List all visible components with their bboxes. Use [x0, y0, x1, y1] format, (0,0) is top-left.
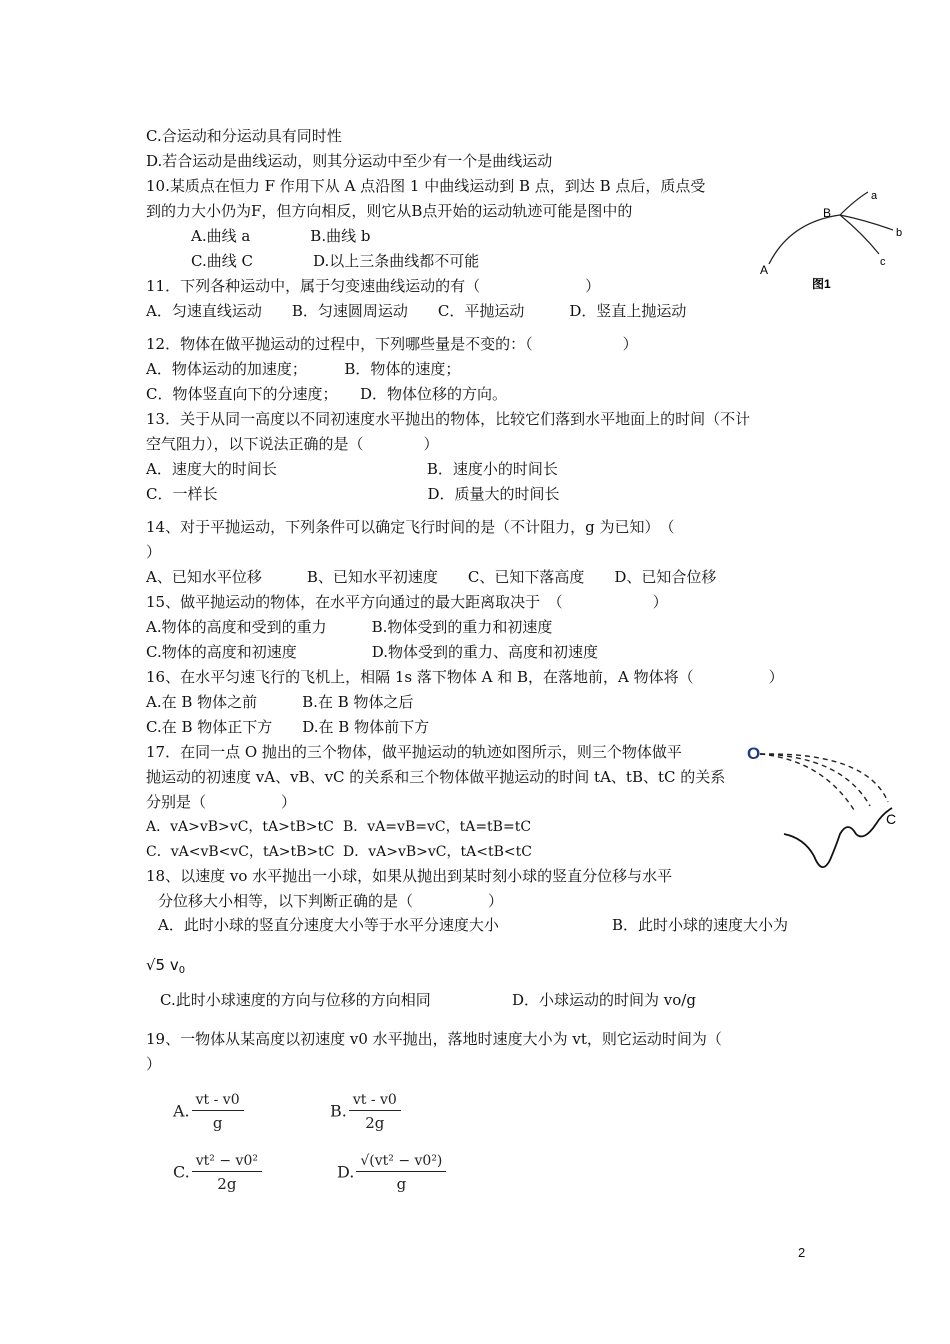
option-line: A.曲线 a B.曲线 b	[191, 227, 371, 245]
sqrt-expression: √5 $v_0$	[146, 956, 186, 976]
label-point-b: B	[823, 206, 832, 220]
option-line: C．物体竖直向下的分速度； D．物体位移的方向。	[146, 385, 508, 403]
label-b: b	[896, 227, 903, 239]
ground-line	[784, 808, 892, 867]
label-a: a	[871, 190, 878, 202]
text-line: ）	[146, 1055, 162, 1073]
text-line: 抛运动的初速度 vA、vB、vC 的关系和三个物体做平抛运动的时间 tA、tB、tC 的关系	[146, 768, 726, 786]
label-origin: O	[747, 744, 761, 763]
text-line: C.合运动和分运动具有同时性	[146, 127, 342, 145]
option-line: A．匀速直线运动 B．匀速圆周运动 C．平抛运动 D．竖直上抛运动	[146, 302, 687, 320]
option-line: C.在 B 物体正下方 D.在 B 物体前下方	[146, 718, 430, 736]
question-19: 19、一物体从某高度以初速度 v0 水平抛出，落地时速度大小为 vt，则它运动时间为（	[146, 1030, 722, 1048]
page-number: 2	[798, 1245, 806, 1260]
question-16: 16、在水平匀速飞行的飞机上，相隔 1s 落下物体 A 和 B，在落地前，A 物体将（ ）	[146, 668, 784, 686]
question-14: 14、对于平抛运动，下列条件可以确定飞行时间的是（不计阻力，g 为已知） （	[146, 518, 675, 536]
question-10: 10.某质点在恒力 F 作用下从 A 点沿图 1 中曲线运动到 B 点，到达 B 点后，质点受	[146, 177, 706, 195]
label-c: c	[880, 256, 886, 268]
option-line: C.曲线 C D.以上三条曲线都不可能	[191, 252, 480, 270]
option-line: C．一样长 D．质量大的时间长	[146, 485, 560, 503]
text-line: 空气阻力），以下说法正确的是（ ）	[146, 435, 439, 453]
text-line: ）	[146, 543, 162, 561]
option-line: A．速度大的时间长 B．速度小的时间长	[146, 460, 558, 478]
formula-c: C. $\frac{\text{vt² − v0²}}{2g}$	[173, 1153, 262, 1193]
label-c: C	[886, 811, 897, 827]
option-c: C.此时小球速度的方向与位移的方向相同	[160, 991, 431, 1009]
text-line: 分别是（ ）	[146, 793, 297, 811]
figure-1	[755, 182, 915, 294]
trajectory-b	[760, 754, 870, 806]
option-line: C.物体的高度和初速度 D.物体受到的重力、高度和初速度	[146, 643, 598, 661]
formula-a: A. $\frac{vt - v0}{g}$	[173, 1092, 244, 1132]
question-18: 18、以速度 vo 水平抛出一小球，如果从抛出到某时刻小球的竖直分位移与水平	[146, 867, 673, 885]
trajectory-c	[760, 754, 888, 802]
option-c: C．vA<vB<vC，tA>tB>tC	[146, 844, 335, 860]
formula-d: D. $\frac{\text{√(vt² − v0²)}}{g}$	[337, 1153, 446, 1193]
question-17: 17．在同一点 O 抛出的三个物体，做平抛运动的轨迹如图所示，则三个物体做平	[146, 743, 682, 761]
option-b: B．此时小球的速度大小为	[612, 916, 789, 934]
trajectory-a	[760, 754, 854, 810]
text-line: 分位移大小相等，以下判断正确的是（ ）	[158, 892, 504, 910]
option-line: A.在 B 物体之前 B.在 B 物体之后	[146, 693, 414, 711]
question-13: 13．关于从同一高度以不同初速度水平抛出的物体，比较它们落到水平地面上的时间（不计	[146, 410, 751, 428]
text-line: D.若合运动是曲线运动，则其分运动中至少有一个是曲线运动	[146, 152, 553, 170]
curve-c	[840, 215, 879, 254]
question-15: 15、做平抛运动的物体，在水平方向通过的最大距离取决于 （ ）	[146, 593, 668, 611]
option-d: D．vA>vB>vC，tA<tB<tC	[343, 844, 532, 860]
label-point-a: A	[760, 263, 769, 277]
figure-17	[742, 738, 917, 876]
text-line: 到的力大小仍为F，但方向相反，则它从B点开始的运动轨迹可能是图中的	[146, 202, 633, 220]
option-d: D．小球运动的时间为 vo/g	[512, 991, 696, 1009]
option-line: A.物体的高度和受到的重力 B.物体受到的重力和初速度	[146, 618, 553, 636]
option-a: A．vA>vB>vC，tA>tB>tC	[146, 819, 334, 835]
question-12: 12．物体在做平抛运动的过程中，下列哪些量是不变的：（ ）	[146, 335, 638, 353]
figure-caption: 图1	[812, 277, 831, 291]
curve-a	[840, 192, 868, 215]
option-line: A、已知水平位移 B、已知水平初速度 C、已知下落高度 D、已知合位移	[146, 568, 717, 586]
option-line: A．物体运动的加速度； B．物体的速度；	[146, 360, 461, 378]
option-a: A．此时小球的竖直分速度大小等于水平分速度大小	[158, 916, 499, 934]
option-b: B．vA=vB=vC，tA=tB=tC	[343, 819, 532, 835]
question-11: 11．下列各种运动中，属于匀变速曲线运动的有（ ）	[146, 277, 601, 295]
trajectory-a-to-b	[769, 215, 840, 264]
formula-b: B. $\frac{vt - v0}{2g}$	[330, 1092, 401, 1132]
